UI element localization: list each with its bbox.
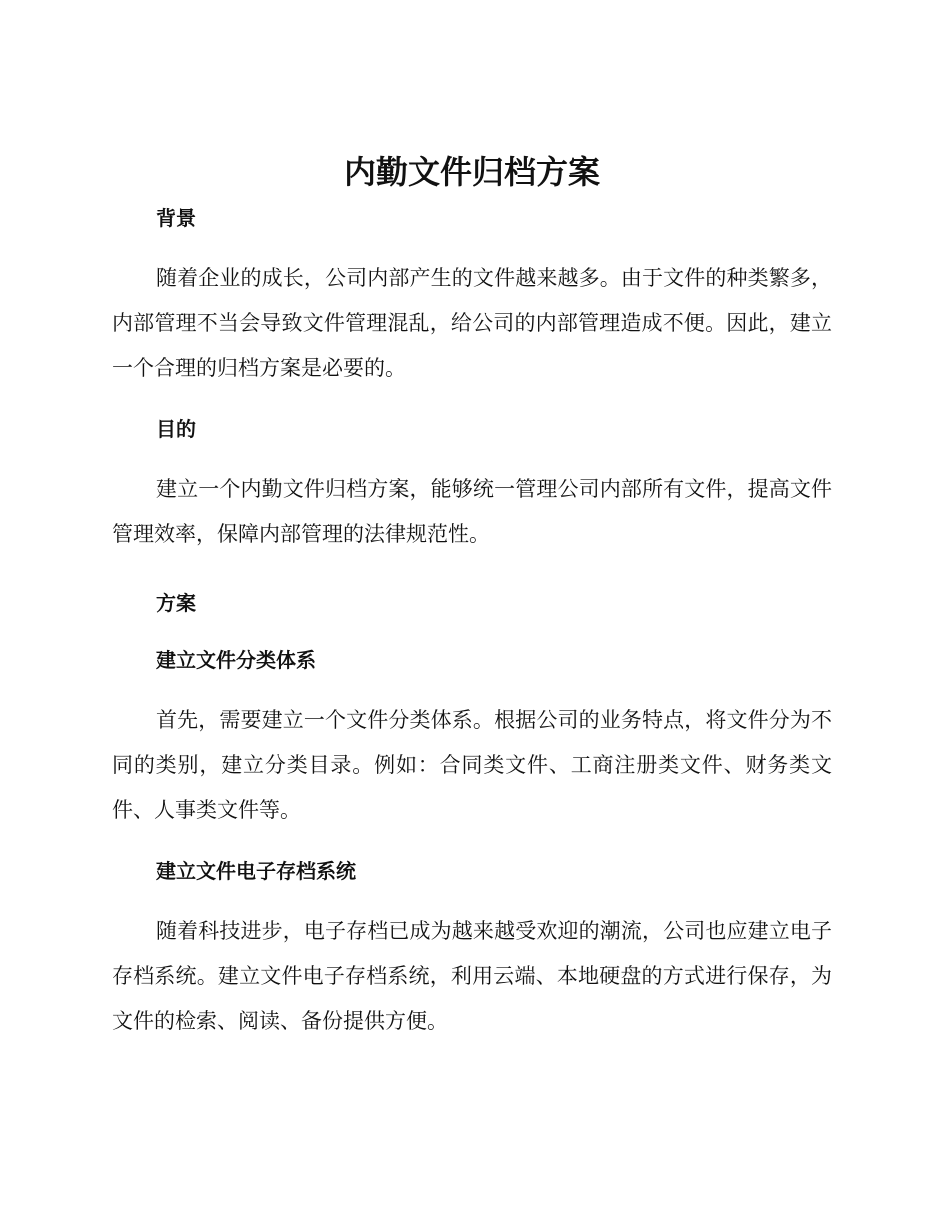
subsection-heading-electronic-archive: 建立文件电子存档系统 [156,859,356,883]
section-heading-purpose: 目的 [156,417,196,441]
document-title: 内勤文件归档方案 [343,153,600,191]
subsection-paragraph-electronic-archive: 随着科技进步，电子存档已成为越来越受欢迎的潮流，公司也应建立电子存档系统。建立文件电子存档系统，利用云端、本地硬盘的方式进行保存，为文件的检索、阅读、备份提供方便。 [112,919,832,1033]
section-heading-plan: 方案 [156,591,196,615]
section-heading-background: 背景 [156,206,196,230]
subsection-heading-classification: 建立文件分类体系 [156,648,316,672]
section-paragraph-purpose: 建立一个内勤文件归档方案，能够统一管理公司内部所有文件，提高文件管理效率，保障内部管理的法律规范性。 [112,477,832,546]
document-page [112,148,832,1044]
section-paragraph-background: 随着企业的成长，公司内部产生的文件越来越多。由于文件的种类繁多，内部管理不当会导致文件管理混乱，给公司的内部管理造成不便。因此，建立一个合理的归档方案是必要的。 [112,266,832,380]
subsection-paragraph-classification: 首先，需要建立一个文件分类体系。根据公司的业务特点，将文件分为不同的类别，建立分类目录。例如：合同类文件、工商注册类文件、财务类文件、人事类文件等。 [112,708,832,822]
